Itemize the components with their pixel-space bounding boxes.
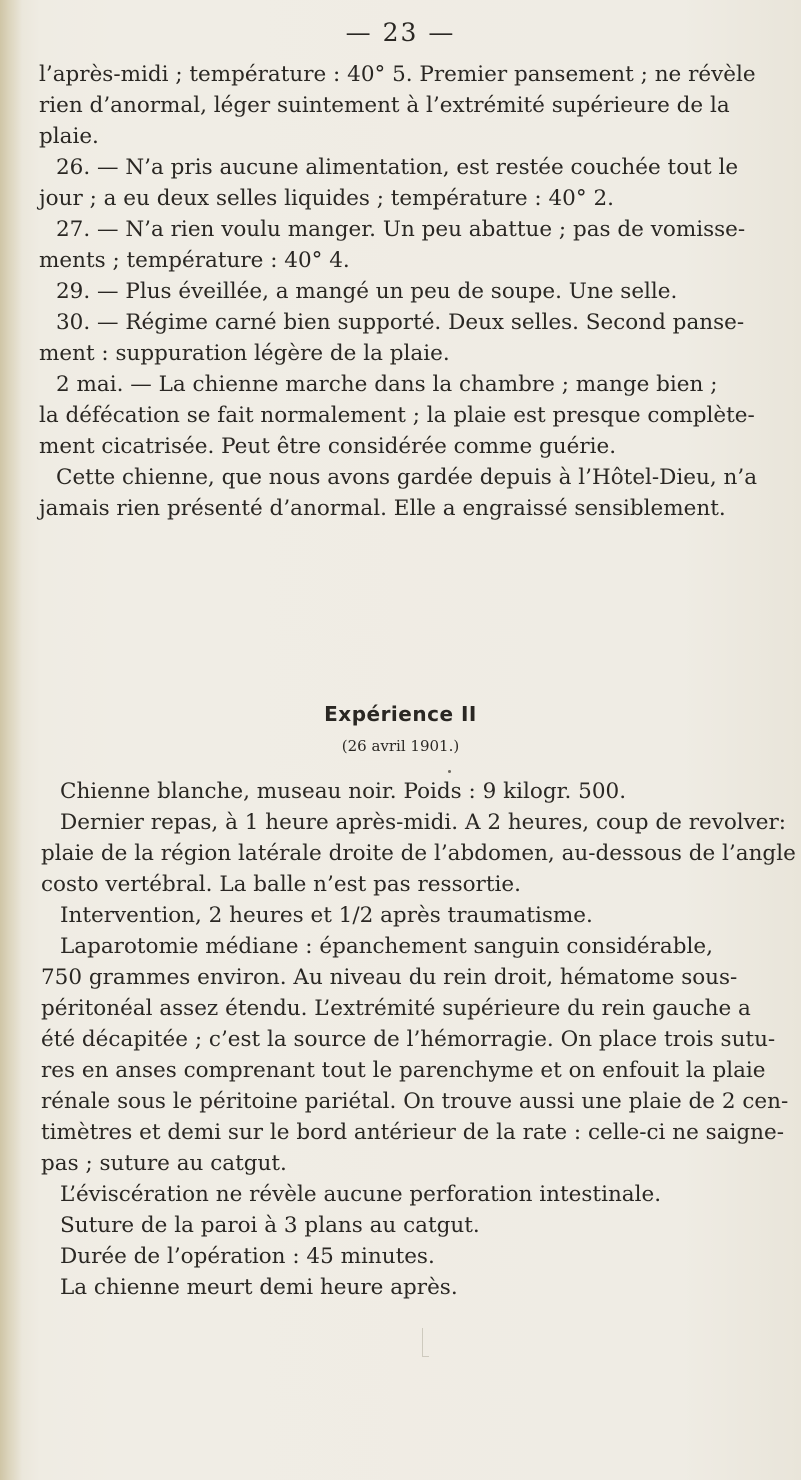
text-line: res en anses comprenant tout le parenchyme et on enfouit la plaie [41, 1058, 766, 1083]
text-line: pas ; suture au catgut. [41, 1151, 287, 1176]
text-line: plaie. [39, 124, 99, 149]
text-line: 27. — N’a rien voulu manger. Un peu abattue ; pas de vomisse- [56, 217, 746, 242]
text-line: 750 grammes environ. Au niveau du rein droit, hématome sous- [41, 965, 738, 990]
paper-mark [422, 1328, 429, 1357]
section-heading: Expérience II [324, 702, 477, 726]
page-number: — 23 — [345, 18, 456, 47]
text-line: jamais rien présenté d’anormal. Elle a engraissé sensiblement. [39, 496, 726, 521]
text-line: Chienne blanche, museau noir. Poids : 9 kilogr. 500. [60, 779, 627, 804]
text-line: été décapitée ; c’est la source de l’hémorragie. On place trois sutu- [41, 1027, 776, 1052]
text-line: Intervention, 2 heures et 1/2 après traumatisme. [60, 903, 593, 928]
text-line: péritonéal assez étendu. L’extrémité supérieure du rein gauche a [41, 996, 751, 1021]
text-line: 29. — Plus éveillée, a mangé un peu de soupe. Une selle. [56, 279, 678, 304]
text-line: plaie de la région latérale droite de l’abdomen, au-dessous de l’angle [41, 841, 796, 866]
text-line: l’après-midi ; température : 40° 5. Premier pansement ; ne révèle [39, 62, 756, 87]
text-line: ments ; température : 40° 4. [39, 248, 350, 273]
text-line: rien d’anormal, léger suintement à l’extrémité supérieure de la [39, 93, 730, 118]
text-line: Suture de la paroi à 3 plans au catgut. [60, 1213, 480, 1238]
text-line: L’éviscération ne révèle aucune perforation intestinale. [60, 1182, 662, 1207]
text-line: ment : suppuration légère de la plaie. [39, 341, 450, 366]
text-line: Laparotomie médiane : épanchement sanguin considérable, [60, 934, 713, 959]
ink-dot [448, 770, 451, 773]
text-line: timètres et demi sur le bord antérieur de la rate : celle-ci ne saigne- [41, 1120, 784, 1145]
text-line: 26. — N’a pris aucune alimentation, est restée couchée tout le [56, 155, 739, 180]
text-line: Dernier repas, à 1 heure après-midi. A 2 heures, coup de revolver: [60, 810, 787, 835]
text-line: jour ; a eu deux selles liquides ; température : 40° 2. [39, 186, 614, 211]
text-line: la défécation se fait normalement ; la plaie est presque complète- [39, 403, 755, 428]
text-line: costo vertébral. La balle n’est pas ressortie. [41, 872, 521, 897]
text-line: 30. — Régime carné bien supporté. Deux selles. Second panse- [56, 310, 745, 335]
text-line: ment cicatrisée. Peut être considérée comme guérie. [39, 434, 617, 459]
text-line: Cette chienne, que nous avons gardée depuis à l’Hôtel-Dieu, n’a [56, 465, 758, 490]
text-line: rénale sous le péritoine pariétal. On trouve aussi une plaie de 2 cen- [41, 1089, 789, 1114]
text-line: 2 mai. — La chienne marche dans la chambre ; mange bien ; [56, 372, 718, 397]
text-line: La chienne meurt demi heure après. [60, 1275, 458, 1300]
section-date: (26 avril 1901.) [341, 737, 460, 755]
text-line: Durée de l’opération : 45 minutes. [60, 1244, 435, 1269]
